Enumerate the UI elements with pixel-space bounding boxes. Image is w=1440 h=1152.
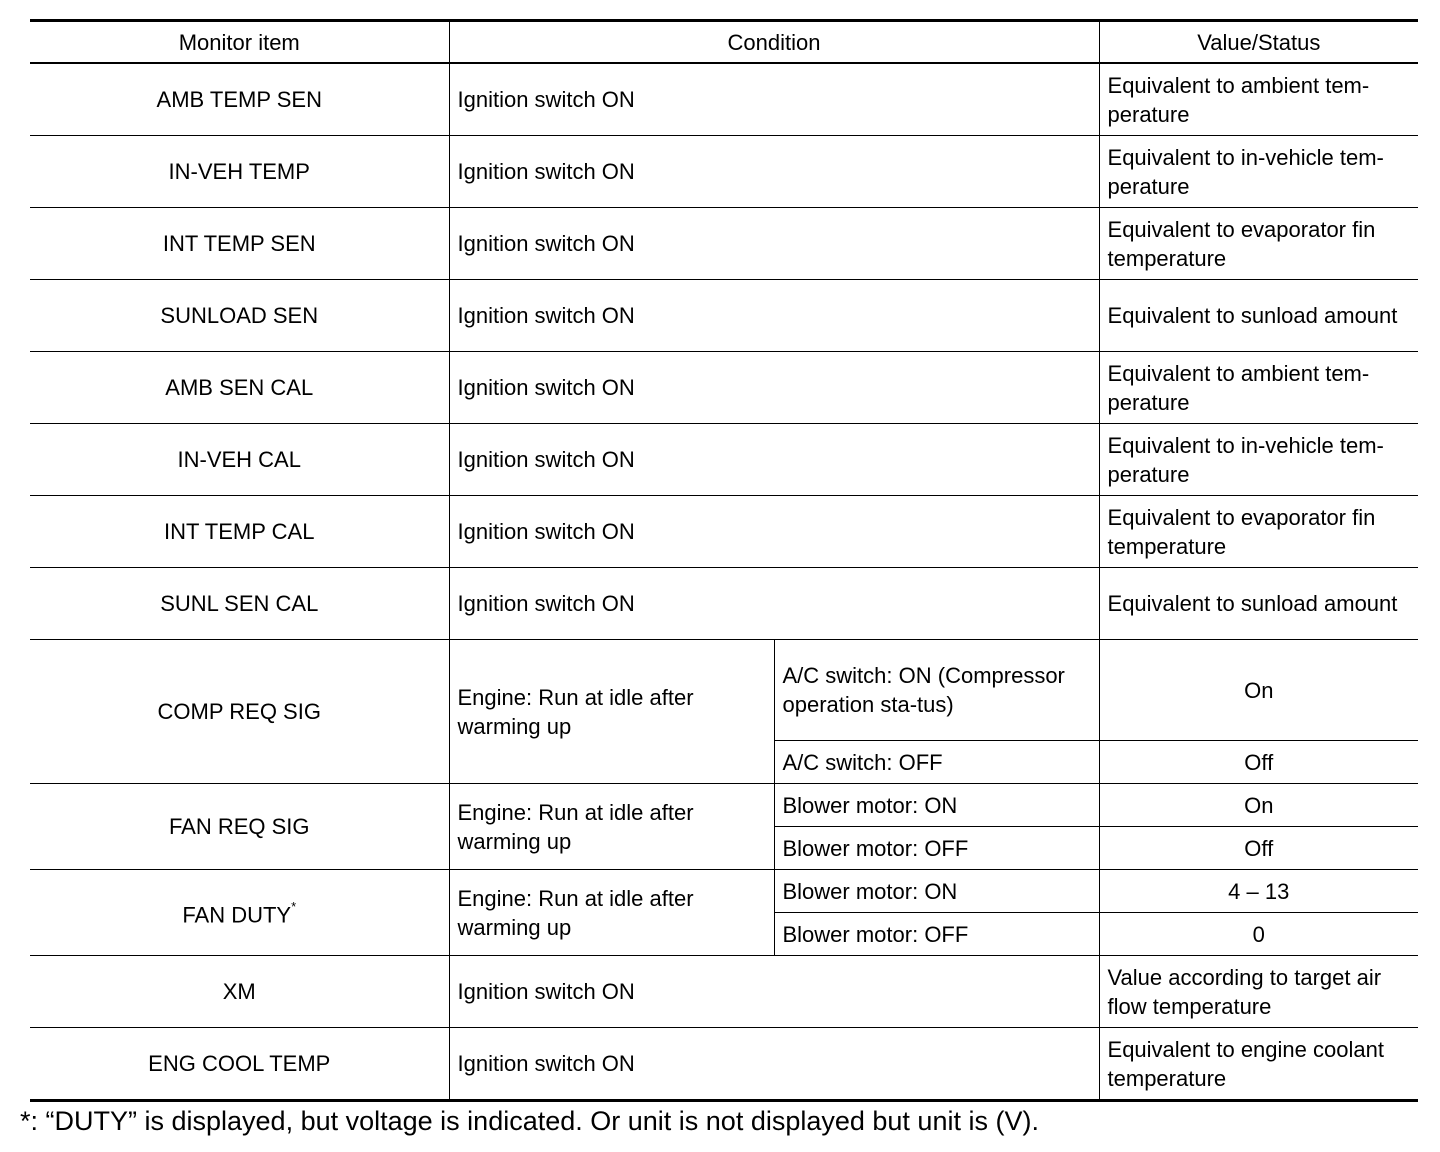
monitor-item-cell bbox=[30, 870, 449, 956]
value-cell: 4 – 13 bbox=[1099, 870, 1418, 913]
condition-cell: Ignition switch ON bbox=[449, 496, 1099, 568]
table-row bbox=[30, 956, 1418, 1028]
value-cell: On bbox=[1099, 640, 1418, 741]
sub-condition-cell: Blower motor: OFF bbox=[774, 827, 1099, 870]
monitor-item-cell: COMP REQ SIG bbox=[30, 640, 449, 784]
table-row bbox=[30, 208, 1418, 280]
condition-cell: Engine: Run at idle after warming up bbox=[449, 784, 774, 870]
value-cell: Equivalent to in-vehicle tem-perature bbox=[1099, 136, 1418, 208]
sub-condition-cell: A/C switch: OFF bbox=[774, 741, 1099, 784]
condition-cell: Ignition switch ON bbox=[449, 352, 1099, 424]
header-value-status: Value/Status bbox=[1099, 21, 1418, 64]
monitor-item-cell: SUNLOAD SEN bbox=[30, 280, 449, 352]
table-row bbox=[30, 63, 1418, 136]
monitor-item-cell: INT TEMP CAL bbox=[30, 496, 449, 568]
condition-cell: Ignition switch ON bbox=[449, 1028, 1099, 1101]
footnote-marker: * bbox=[291, 899, 297, 915]
table-row bbox=[30, 424, 1418, 496]
monitor-item-cell: IN-VEH TEMP bbox=[30, 136, 449, 208]
condition-cell: Engine: Run at idle after warming up bbox=[449, 870, 774, 956]
value-cell: Equivalent to sunload amount bbox=[1099, 568, 1418, 640]
header-condition: Condition bbox=[449, 21, 1099, 64]
table-row bbox=[30, 136, 1418, 208]
monitor-item-cell: FAN REQ SIG bbox=[30, 784, 449, 870]
table-row bbox=[30, 784, 1418, 827]
condition-cell: Ignition switch ON bbox=[449, 208, 1099, 280]
monitor-item-cell: ENG COOL TEMP bbox=[30, 1028, 449, 1101]
fan-duty-label: FAN DUTY bbox=[182, 902, 292, 928]
condition-cell: Ignition switch ON bbox=[449, 568, 1099, 640]
value-cell: Value according to target air flow temperature bbox=[1099, 956, 1418, 1028]
table-row bbox=[30, 352, 1418, 424]
monitor-item-cell: IN-VEH CAL bbox=[30, 424, 449, 496]
table-header-row bbox=[30, 21, 1418, 64]
table-footnote: *: “DUTY” is displayed, but voltage is indicated. Or unit is not displayed but unit is (V). bbox=[20, 1106, 1039, 1136]
sub-condition-cell: A/C switch: ON (Compressor operation sta-tus) bbox=[774, 640, 1099, 741]
sub-condition-cell: Blower motor: ON bbox=[774, 784, 1099, 827]
condition-cell: Ignition switch ON bbox=[449, 956, 1099, 1028]
value-cell: Off bbox=[1099, 741, 1418, 784]
header-monitor-item: Monitor item bbox=[30, 21, 449, 64]
sub-condition-cell: Blower motor: OFF bbox=[774, 913, 1099, 956]
monitor-item-table bbox=[30, 19, 1418, 1102]
value-cell: Equivalent to evaporator fin temperature bbox=[1099, 496, 1418, 568]
value-cell: Off bbox=[1099, 827, 1418, 870]
monitor-item-cell: INT TEMP SEN bbox=[30, 208, 449, 280]
table-row bbox=[30, 640, 1418, 741]
condition-cell: Ignition switch ON bbox=[449, 424, 1099, 496]
condition-cell: Engine: Run at idle after warming up bbox=[449, 640, 774, 784]
table-row bbox=[30, 496, 1418, 568]
table-row bbox=[30, 1028, 1418, 1101]
value-cell: Equivalent to evaporator fin temperature bbox=[1099, 208, 1418, 280]
value-cell: Equivalent to ambient tem-perature bbox=[1099, 63, 1418, 136]
value-cell: Equivalent to in-vehicle tem-perature bbox=[1099, 424, 1418, 496]
table-row bbox=[30, 870, 1418, 913]
condition-cell: Ignition switch ON bbox=[449, 136, 1099, 208]
value-cell: 0 bbox=[1099, 913, 1418, 956]
table-row bbox=[30, 280, 1418, 352]
monitor-item-cell: SUNL SEN CAL bbox=[30, 568, 449, 640]
sub-condition-cell: Blower motor: ON bbox=[774, 870, 1099, 913]
value-cell: Equivalent to ambient tem-perature bbox=[1099, 352, 1418, 424]
monitor-item-cell: AMB SEN CAL bbox=[30, 352, 449, 424]
monitor-item-cell: XM bbox=[30, 956, 449, 1028]
table-row bbox=[30, 568, 1418, 640]
monitor-item-cell: AMB TEMP SEN bbox=[30, 63, 449, 136]
condition-cell: Ignition switch ON bbox=[449, 280, 1099, 352]
value-cell: On bbox=[1099, 784, 1418, 827]
value-cell: Equivalent to sunload amount bbox=[1099, 280, 1418, 352]
value-cell: Equivalent to engine coolant temperature bbox=[1099, 1028, 1418, 1101]
condition-cell: Ignition switch ON bbox=[449, 63, 1099, 136]
